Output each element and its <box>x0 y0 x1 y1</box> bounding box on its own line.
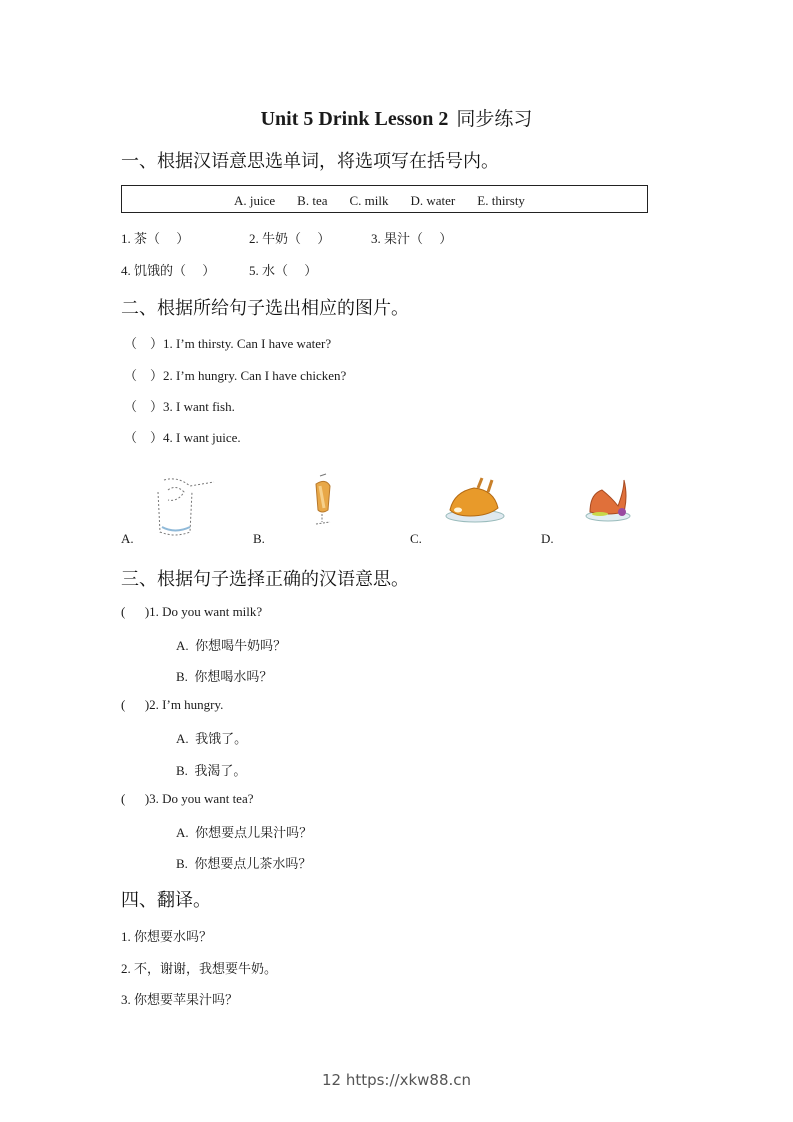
s4-item: 1. 你想要水吗？ <box>121 929 213 944</box>
word-option: B. tea <box>297 193 328 208</box>
s3-option: A. 你想要点儿果汁吗？ <box>176 825 313 840</box>
section3-heading: 三、根据句子选择正确的汉语意思。 <box>121 569 409 590</box>
s3-option: A. 你想喝牛奶吗？ <box>176 638 287 653</box>
fish-dish-icon <box>584 476 634 524</box>
picture-label: A. <box>121 531 134 546</box>
word-bank-box <box>121 185 648 213</box>
word-option: A. juice <box>234 193 276 208</box>
s1-item: 1. 茶（ ） <box>121 231 190 246</box>
picture-label: D. <box>541 531 554 546</box>
s1-item: 2. 牛奶（ ） <box>249 231 331 246</box>
s3-option: B. 你想要点儿茶水吗？ <box>176 856 312 871</box>
s3-question: ( )2. I’m hungry. <box>121 697 224 712</box>
water-glass-icon <box>150 472 220 540</box>
s1-item: 5. 水（ ） <box>249 263 318 278</box>
word-option: D. water <box>410 193 456 208</box>
word-bank <box>234 193 547 209</box>
s1-item: 3. 果汁（ ） <box>371 231 453 246</box>
juice-glass-icon <box>306 472 338 530</box>
roast-chicken-icon <box>444 474 506 524</box>
s3-option: A. 我饿了。 <box>176 731 248 746</box>
section2-heading: 二、根据所给句子选出相应的图片。 <box>121 298 409 319</box>
s3-option: B. 我渴了。 <box>176 763 247 778</box>
s3-question: ( )3. Do you want tea? <box>121 791 254 806</box>
s2-item: （ ）3. I want fish. <box>124 399 235 414</box>
s1-item: 4. 饥饿的（ ） <box>121 263 216 278</box>
title-english: Unit 5 Drink Lesson 2 <box>260 108 449 130</box>
page-footer: 12 https://xkw88.cn <box>321 1071 472 1089</box>
s2-item: （ ）1. I’m thirsty. Can I have water? <box>124 336 332 351</box>
s3-option: B. 你想喝水吗？ <box>176 669 273 684</box>
title-chinese: 同步练习 <box>456 108 533 130</box>
page-title <box>0 104 793 131</box>
section1-heading: 一、根据汉语意思选单词，将选项写在括号内。 <box>121 151 499 172</box>
picture-label: B. <box>253 531 265 546</box>
s2-item: （ ）2. I’m hungry. Can I have chicken? <box>124 368 347 383</box>
word-option: E. thirsty <box>477 193 525 208</box>
picture-label: C. <box>410 531 422 546</box>
s3-question: ( )1. Do you want milk? <box>121 604 263 619</box>
section4-heading: 四、翻译。 <box>121 890 211 911</box>
s2-item: （ ）4. I want juice. <box>124 430 241 445</box>
s4-item: 2. 不，谢谢，我想要牛奶。 <box>121 961 278 976</box>
word-option: C. milk <box>349 193 389 208</box>
s4-item: 3. 你想要苹果汁吗？ <box>121 992 239 1007</box>
